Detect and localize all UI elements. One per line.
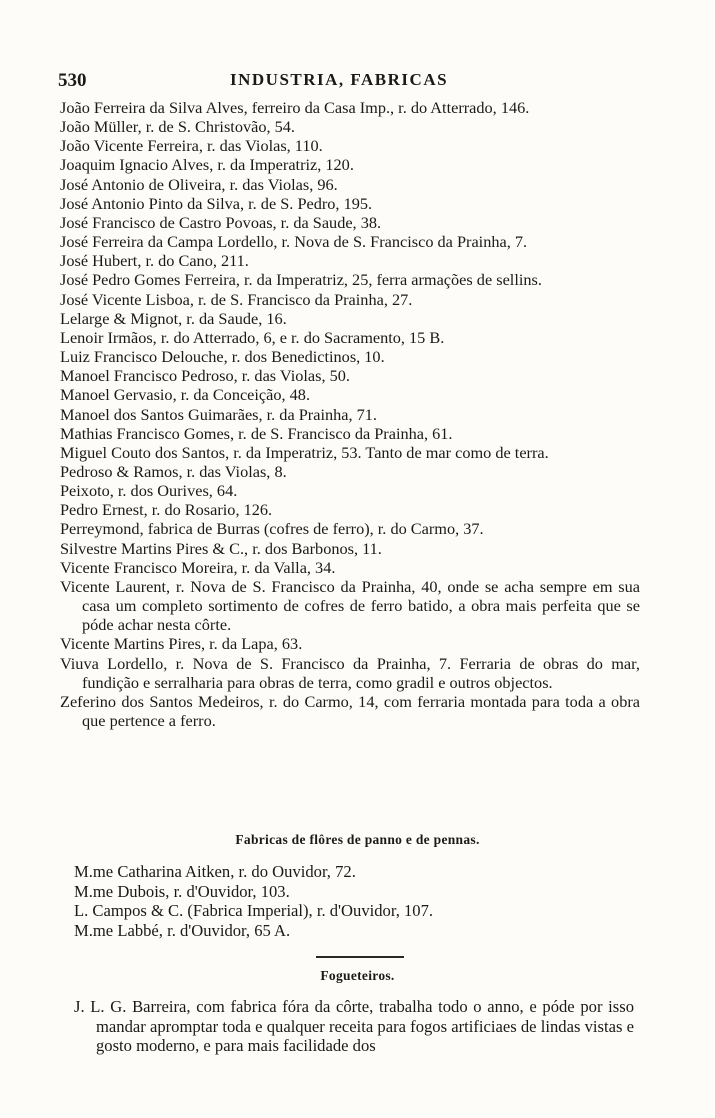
list-item: José Ferreira da Campa Lordello, r. Nova de S. Francisco da Prainha, 7. <box>60 232 528 252</box>
page-number: 530 <box>58 70 87 91</box>
flores-list <box>74 862 634 940</box>
list-item: José Francisco de Castro Povoas, r. da Saude, 38. <box>60 212 382 232</box>
list-item: L. Campos & C. (Fabrica Imperial), r. d'Ouvidor, 107. <box>74 901 434 920</box>
list-item: Vicente Laurent, r. Nova de S. Francisco da Prainha, 40, onde se acha sempre em sua casa um completo sortimento de cofres de ferro batido, a obra mais perfeita que se póde achar nesta côrte. <box>60 576 640 635</box>
list-item: Mathias Francisco Gomes, r. de S. Francisco da Prainha, 61. <box>60 423 453 443</box>
list-item: João Ferreira da Silva Alves, ferreiro da Casa Imp., r. do Atterrado, 146. <box>60 98 530 117</box>
section-heading-fogueteiros: Fogueteiros. <box>320 968 395 983</box>
list-item: José Antonio Pinto da Silva, r. de S. Pedro, 195. <box>60 193 373 213</box>
list-item: Manoel dos Santos Guimarães, r. da Prainha, 71. <box>60 404 377 424</box>
list-item: João Vicente Ferreira, r. das Violas, 110. <box>60 136 323 156</box>
list-item: Joaquim Ignacio Alves, r. da Imperatriz, 120. <box>60 155 354 175</box>
list-item: João Müller, r. de S. Christovão, 54. <box>60 117 295 137</box>
list-item: M.me Labbé, r. d'Ouvidor, 65 A. <box>74 920 291 940</box>
list-item: Lelarge & Mignot, r. da Saude, 16. <box>60 308 287 328</box>
page-header <box>58 70 658 94</box>
section-heading-flores: Fabricas de flôres de panno e de pennas. <box>235 832 480 847</box>
list-item: Zeferino dos Santos Medeiros, r. do Carmo, 14, com ferraria montada para toda a obra que pertence a ferro. <box>60 691 640 730</box>
running-head: INDUSTRIA, FABRICAS <box>230 70 449 89</box>
list-item: Manoel Francisco Pedroso, r. das Violas, 50. <box>60 366 350 386</box>
list-item: Perreymond, fabrica de Burras (cofres de ferro), r. do Carmo, 37. <box>60 519 484 539</box>
list-item: José Vicente Lisboa, r. de S. Francisco da Prainha, 27. <box>60 289 413 309</box>
list-item: Pedro Ernest, r. do Rosario, 126. <box>60 500 273 520</box>
list-item: M.me Dubois, r. d'Ouvidor, 103. <box>74 881 290 901</box>
list-item: Vicente Martins Pires, r. da Lapa, 63. <box>60 634 303 654</box>
list-item: Manoel Gervasio, r. da Conceição, 48. <box>60 385 311 405</box>
list-item: M.me Catharina Aitken, r. do Ouvidor, 72. <box>74 862 356 881</box>
list-item: Lenoir Irmãos, r. do Atterrado, 6, e r. do Sacramento, 15 B. <box>60 327 445 347</box>
ferreiros-list <box>60 98 640 730</box>
list-item: Viuva Lordello, r. Nova de S. Francisco da Prainha, 7. Ferraria de obras do mar, fundição e serralharia para obras de terra, como gradil e outros objectos. <box>60 653 640 692</box>
list-item: José Antonio de Oliveira, r. das Violas, 96. <box>60 174 338 194</box>
list-item: Peixoto, r. dos Ourives, 64. <box>60 481 238 501</box>
list-item: Miguel Couto dos Santos, r. da Imperatriz, 53. Tanto de mar como de terra. <box>60 442 549 462</box>
list-item: Pedroso & Ramos, r. das Violas, 8. <box>60 461 287 481</box>
section-divider <box>316 956 404 958</box>
list-item: Silvestre Martins Pires & C., r. dos Barbonos, 11. <box>60 538 382 558</box>
list-item: Luiz Francisco Delouche, r. dos Benedictinos, 10. <box>60 347 385 367</box>
list-item: José Pedro Gomes Ferreira, r. da Imperatriz, 25, ferra armações de sellins. <box>60 270 542 290</box>
list-item: J. L. G. Barreira, com fabrica fóra da côrte, trabalha todo o anno, e póde por isso mandar apromptar toda e qualquer receita para fogos artificiaes de lindas vistas e gosto moderno, e para mais facilidade dos <box>74 997 634 1056</box>
list-item: José Hubert, r. do Cano, 211. <box>60 251 249 271</box>
fogueteiros-list <box>74 997 634 1056</box>
list-item: Vicente Francisco Moreira, r. da Valla, 34. <box>60 557 336 577</box>
